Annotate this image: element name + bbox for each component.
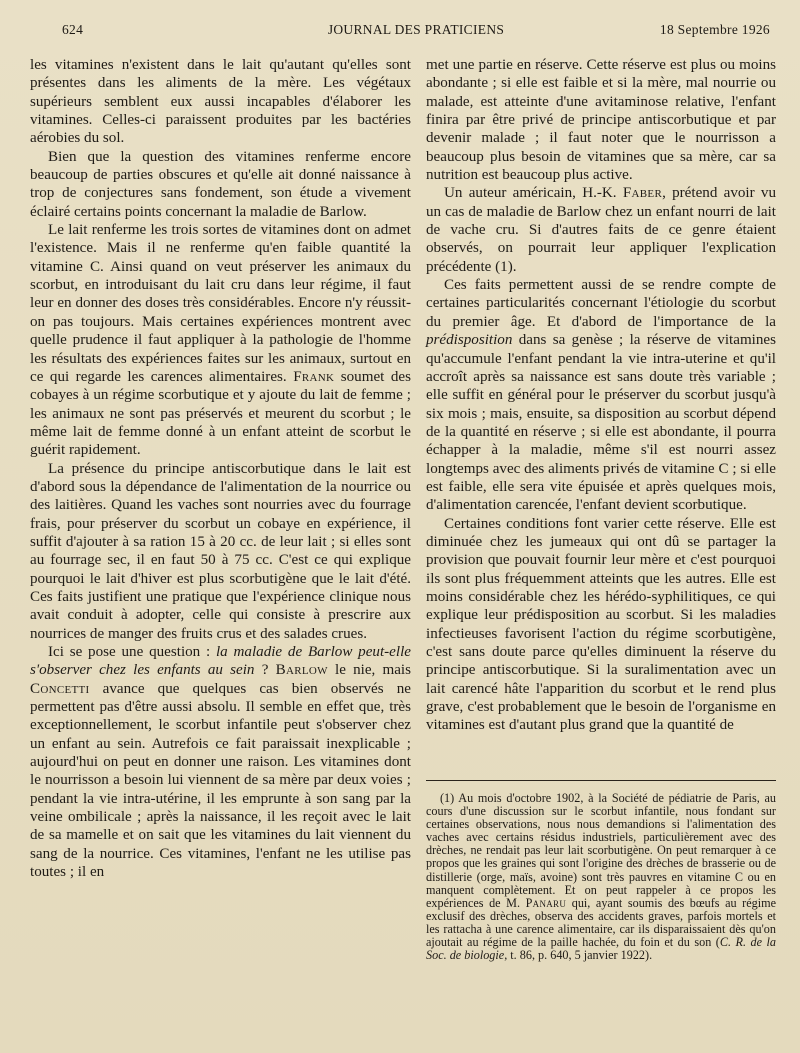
paragraph: Certaines conditions font varier cette réserve. Elle est diminuée chez les jumeaux qui ont dû se partager la provision que pouvait fournir leur mère et c'est pourquoi ils sont plus fréquemment atteints que les autres. Elle est moins considérable chez les hérédo-syphilitiques, ce qui explique leur prédisposition au scorbut. Si les maladies infectieuses favorisent l'action du régime scorbutigène, c'est sans doute parce qu'elles diminuent la réserve du principe antiscorbutique. Si la suralimentation avec un lait carencé hâte l'apparition du scorbut et le rend plus grave, c'est probablement que le besoin de l'organisme en vitamines est d'autant plus grand que la quantité de	[426, 515, 776, 734]
paragraph-text: ?	[261, 662, 269, 679]
footnote-divider	[426, 780, 776, 781]
paragraph-text: Ces faits permettent aussi de se rendre compte de certaines particularités concernant l'étiologie du scorbut du premier âge. Et d'abord de l'importance de la	[426, 277, 776, 330]
paragraph: La présence du principe antiscorbutique dans le lait est d'abord sous la dépendance de l'alimentation de la nourrice ou des laitières. Quand les vaches sont nourries avec du fourrage frais, pour préserver du scorbut un cobaye en expérience, il suffit d'ajouter à sa ration 15 à 20 cc. de leur lait ; si elles sont au fourrage sec, il en faut 50 à 75 cc. C'est ce qui explique pourquoi le lait d'hiver est plus scorbutigène que le lait d'été. Ces faits justifient une pratique que l'expérience clinique nous avait conduit à adopter, celle qui consiste à prescrire aux nourrices de manger des fruits crus et des salades crues.	[30, 460, 411, 642]
issue-date: 18 Septembre 1926	[659, 22, 770, 37]
author-name: Frank	[293, 368, 335, 385]
paragraph-text: avance que quelques cas bien observés ne permettent pas d'être aussi absolu. Il semble en effet que, très exceptionnellement, le scorbut infantile peut s'observer chez un enfant au sein. Autrefois ce fait paraissait inexplicable ; aujourd'hui on peut en donner une raison. Les vitamines dont le nourrisson a besoin lui viennent de sa mère par deux voies ; pendant la vie intra-utérine, il les emprunte à son sang par la veine ombilicale ; après la naissance, il les reçoit avec le lait de sa mamelle et on sait que les vitamines du lait viennent du sang de la nourrice. Ces vitamines, l'enfant ne les utilise pas toutes ; il en	[30, 680, 411, 881]
paragraph	[30, 643, 411, 881]
footnote-text: (1) Au mois d'octobre 1902, à la Société de pédiatrie de Paris, au cours d'une discussion sur le scorbut infantile, nous fondant sur certaines observations, nous nous demandions si l'alimentation des vaches avec certains résidus industriels, particulièrement avec des drèches, ne rendait pas leur lait scorbutigène. On peut remarquer à ce propos que les graines qui sont l'origine des drèches de brasserie ou de distillerie (orge, maïs, avoine) sont très pauvres en vitamine C ou en manquent complètement. Et on peut rappeler à ce propos les expériences de M.	[426, 791, 776, 910]
paragraph: met une partie en réserve. Cette réserve est plus ou moins abondante ; si elle est faible et si la mère, mal nourrie ou malade, est atteinte d'une avitaminose relative, l'enfant finira par être privé de principe antiscorbutique et par devenir malade ; il faut noter que le nourrisson a beaucoup plus besoin de vitamines que sa mère, car sa nutrition est beaucoup plus active.	[426, 57, 776, 184]
paragraph-text: soumet des cobayes à un régime scorbutique et y ajoute du lait de femme ; les animaux ne sont pas préservés et meurent du scorbut ; le même lait de femme donné à un enfant atteint de scorbut le guérit rapidement.	[30, 368, 411, 459]
author-name: Concetti	[30, 680, 90, 697]
author-name: Faber	[622, 185, 663, 202]
journal-title: JOURNAL DES PRATICIENS	[327, 22, 505, 37]
paragraph	[426, 184, 776, 276]
paragraph: les vitamines n'existent dans le lait qu'autant qu'elles sont présentes dans les aliments de la mère. Les végétaux supérieurs semblent eux aussi incapables d'élaborer les vitamines. Celles-ci paraissent produites par les bactéries aérobies du sol.	[30, 57, 411, 147]
emphasis-italic: prédisposition	[426, 332, 513, 349]
citation-italic: C. R. de la Soc. de biologie	[426, 935, 776, 963]
paragraph-text: Le lait renferme les trois sortes de vitamines dont on admet l'existence. Mais il ne renferme qu'en faible quantité la vitamine C. Ainsi quand on veut préserver les animaux du scorbut, en introduisant du lait cru dans leur régime, il faut leur en donner des doses très considérables. Encore n'y réussit-on pas toujours. Mais certaines expériences montrent avec quelle prudence il faut appliquer à la pathologie de l'homme les résultats des expériences faites sur les animaux, surtout en ce qui regarde les carences alimentaires.	[30, 222, 411, 385]
author-name: Panaru	[525, 895, 567, 910]
footnote-text: qui, ayant soumis des bœufs au régime exclusif des drèches, observa des accidents graves, parfois mortels et les rattacha à une carence alimentaire, car ils disparaissaient dès qu'on ajoutait au régime de la paille hachée, du foin et du son (	[426, 895, 777, 950]
paragraph: Bien que la question des vitamines renferme encore beaucoup de parties obscures et qu'elle ait donné naissance à trop de conjectures sans fondement, son étude a vivement éclairé certains points concernant la maladie de Barlow.	[30, 148, 411, 220]
page-number: 624	[62, 22, 84, 37]
left-column	[30, 56, 411, 881]
paragraph-text: le nie, mais	[335, 662, 411, 679]
right-column	[426, 56, 776, 735]
paragraph-text: Ici se pose une question :	[48, 644, 211, 660]
question-italic: la maladie de Barlow peut-elle s'observer chez les enfants au sein	[30, 644, 411, 679]
paragraph-text: , prétend avoir vu un cas de maladie de Barlow chez un enfant nourri de lait de vache cru. Si d'autres faits de ce genre étaient observés, on pourrait leur appliquer l'explication précédente (1).	[426, 185, 776, 275]
paragraph-text: Un auteur américain, H.-K.	[444, 185, 617, 202]
paragraph	[426, 276, 776, 514]
footnote-paragraph	[426, 792, 776, 962]
footnote	[426, 792, 776, 962]
footnote-text: , t. 86, p. 640, 5 janvier 1922).	[504, 948, 653, 963]
paragraph-text: dans sa genèse ; la réserve de vitamines qu'accumule l'enfant pendant la vie intra-uterine et qu'il accroît après sa naissance est sans doute très variable ; elle suffit en général pour le préserver du scorbut jusqu'à six mois ; mais, ensuite, sa disposition au scorbut dépend de la quantité en réserve ; si elle est abondante, il pourra échapper à la maladie, même s'il est nourri assez longtemps avec des aliments privés de vitamine C ; si elle est faible, elle sera vite épuisée et après quelques mois, d'alimentation carencée, l'enfant devient scorbutique.	[426, 332, 776, 514]
author-name: Barlow	[275, 662, 328, 679]
page-header	[62, 18, 770, 42]
paragraph	[30, 221, 411, 459]
